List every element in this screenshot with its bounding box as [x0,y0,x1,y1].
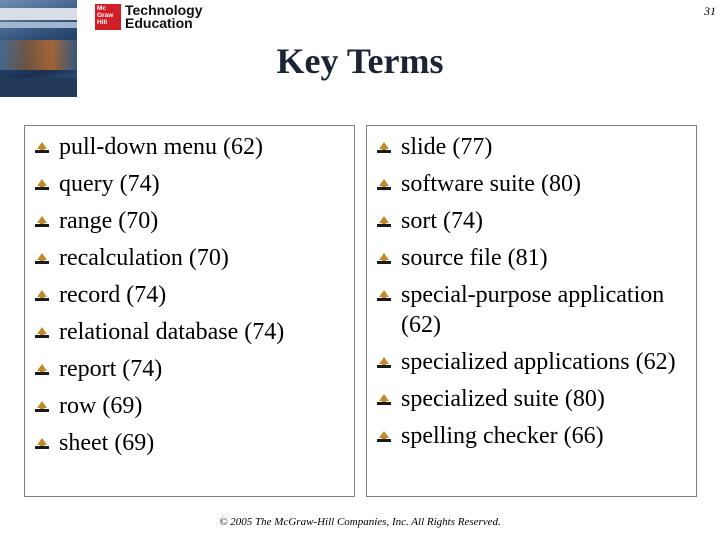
term-text: relational database (74) [59,319,285,345]
term-item [25,280,354,310]
term-text: specialized suite (80) [401,386,605,412]
term-item [25,169,354,199]
arrow-bullet-icon [35,253,51,267]
term-text: sheet (69) [59,430,155,456]
right-terms-box [366,125,697,497]
logo-line-2: Education [125,15,193,31]
arrow-bullet-icon [35,438,51,452]
term-text: recalculation (70) [59,245,229,271]
term-item [367,243,696,273]
left-terms-box [24,125,355,497]
term-text: record (74) [59,282,167,308]
arrow-bullet-icon [35,327,51,341]
term-item [25,428,354,458]
term-item [367,132,696,162]
term-text: pull-down menu (62) [59,134,263,160]
term-item [25,243,354,273]
arrow-bullet-icon [377,142,393,156]
right-terms-list [367,132,696,458]
arrow-bullet-icon [377,431,393,445]
arrow-bullet-icon [35,179,51,193]
arrow-bullet-icon [377,216,393,230]
term-text: slide (77) [401,134,493,160]
term-text: source file (81) [401,245,548,271]
logo-mark-icon: Mc Graw Hill [95,4,121,30]
arrow-bullet-icon [377,179,393,193]
term-item [367,169,696,199]
term-item [367,206,696,236]
term-text: spelling checker (66) [401,423,604,449]
term-item [25,391,354,421]
arrow-bullet-icon [377,290,393,304]
term-item [367,421,696,451]
term-item [25,206,354,236]
logo-line-1: Technology [125,2,203,18]
term-text: specialized applications (62) [401,349,676,375]
page-number: 31 [704,4,716,18]
term-item [367,280,696,340]
arrow-bullet-icon [35,290,51,304]
page-title: Key Terms [276,41,444,81]
publisher-logo [95,3,203,31]
term-text: range (70) [59,208,159,234]
term-item [25,317,354,347]
arrow-bullet-icon [35,401,51,415]
term-text: software suite (80) [401,171,581,197]
left-terms-list [25,132,354,465]
term-item [367,347,696,377]
term-text: special-purpose application (62) [401,282,665,338]
term-text: sort (74) [401,208,483,234]
arrow-bullet-icon [35,364,51,378]
term-text: row (69) [59,393,143,419]
term-text: report (74) [59,356,163,382]
term-item [25,354,354,384]
term-text: query (74) [59,171,160,197]
copyright-footer: © 2005 The McGraw-Hill Companies, Inc. All Rights Reserved. [219,516,501,528]
term-item [25,132,354,162]
arrow-bullet-icon [377,357,393,371]
arrow-bullet-icon [377,394,393,408]
arrow-bullet-icon [377,253,393,267]
term-item [367,384,696,414]
arrow-bullet-icon [35,142,51,156]
arrow-bullet-icon [35,216,51,230]
